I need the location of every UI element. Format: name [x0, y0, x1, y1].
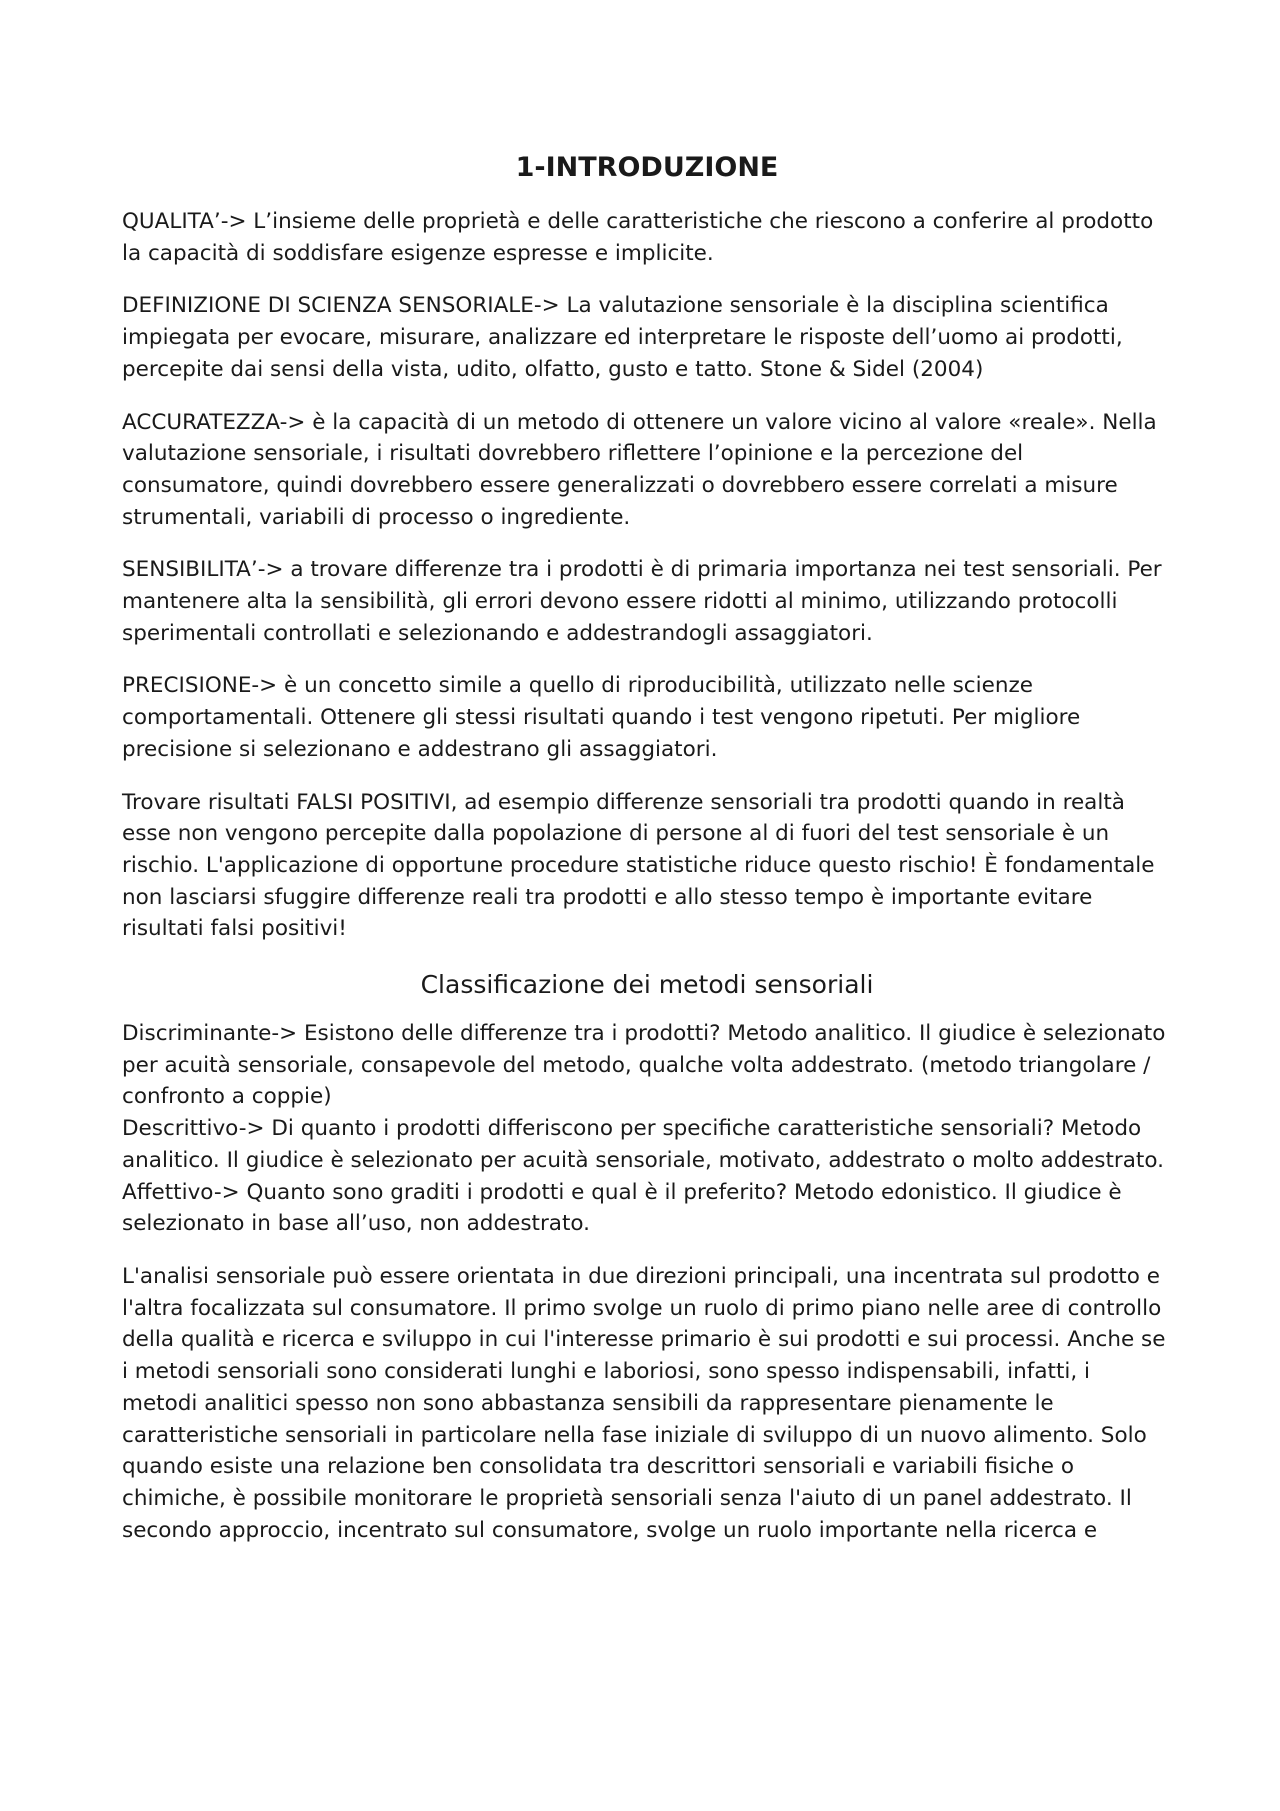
paragraph-accuratezza: ACCURATEZZA-> è la capacità di un metodo di ottenere un valore vicino al valore «reale». Nella valutazione sensoriale, i risultati dovrebbero riflettere l’opinione e la percezione del consumatore, quindi dovrebbero essere generalizzati o dovrebbero essere correlati a misure strumentali, variabili di processo o ingrediente.	[122, 409, 1157, 530]
document-title: 1-INTRODUZIONE	[515, 152, 779, 183]
paragraph-sensibilita: SENSIBILITA’-> a trovare differenze tra i prodotti è di primaria importanza nei test sensoriali. Per mantenere alta la sensibilità, gli errori devono essere ridotti al minimo, utilizzando protocolli sperimentali controllati e selezionando e addestrandogli assaggiatori.	[122, 557, 1162, 646]
paragraph-precisione: PRECISIONE-> è un concetto simile a quello di riproducibilità, utilizzato nelle scienze comportamentali. Ottenere gli stessi risultati quando i test vengono ripetuti. Per migliore precisione si selezionano e addestrano gli assaggiatori.	[122, 673, 1081, 762]
paragraph-falsi-positivi: Trovare risultati FALSI POSITIVI, ad esempio differenze sensoriali tra prodotti quando in realtà esse non vengono percepite dalla popolazione di persone al di fuori del test sensoriale è un rischio. L'applicazione di opportune procedure statistiche riduce questo rischio! È fondamentale non lasciarsi sfuggire differenze reali tra prodotti e allo stesso tempo è importante evitare risultati falsi positivi!	[122, 789, 1155, 942]
document-page	[122, 148, 1172, 1567]
paragraph-definizione: DEFINIZIONE DI SCIENZA SENSORIALE-> La valutazione sensoriale è la disciplina scientifica impiegata per evocare, misurare, analizzare ed interpretare le risposte dell’uomo ai prodotti, percepite dai sensi della vista, udito, olfatto, gusto e tatto. Stone & Sidel (2004)	[122, 293, 1123, 382]
method-descrittivo: Descrittivo-> Di quanto i prodotti differiscono per specifiche caratteristiche sensoriali? Metodo analitico. Il giudice è selezionato per acuità sensoriale, motivato, addestrato o molto addestrato.	[122, 1116, 1164, 1173]
paragraph-qualita: QUALITA’-> L’insieme delle proprietà e delle caratteristiche che riescono a conferire al prodotto la capacità di soddisfare esigenze espresse e implicite.	[122, 209, 1154, 266]
method-affettivo: Affettivo-> Quanto sono graditi i prodotti e qual è il preferito? Metodo edonistico. Il giudice è selezionato in base all’uso, non addestrato.	[122, 1179, 1122, 1237]
method-discriminante: Discriminante-> Esistono delle differenze tra i prodotti? Metodo analitico. Il giudice è selezionato per acuità sensoriale, consapevole del metodo, qualche volta addestrato. (metodo triangolare / confronto a coppie)	[122, 1021, 1166, 1110]
paragraph-analisi-sensoriale: L'analisi sensoriale può essere orientata in due direzioni principali, una incentrata sul prodotto e l'altra focalizzata sul consumatore. Il primo svolge un ruolo di primo piano nelle aree di controllo della qualità e ricerca e sviluppo in cui l'interesse primario è sui prodotti e sui processi. Anche se i metodi sensoriali sono considerati lunghi e laboriosi, sono spesso indispensabili, infatti, i metodi analitici spesso non sono abbastanza sensibili da rappresentare pienamente le caratteristiche sensoriali in particolare nella fase iniziale di sviluppo di un nuovo alimento. Solo quando esiste una relazione ben consolidata tra descrittori sensoriali e variabili fisiche o chimiche, è possibile monitorare le proprietà sensoriali senza l'aiuto di un panel addestrato. Il secondo approccio, incentrato sul consumatore, svolge un ruolo importante nella ricerca e	[122, 1263, 1166, 1543]
section-title: Classificazione dei metodi sensoriali	[420, 970, 874, 1000]
